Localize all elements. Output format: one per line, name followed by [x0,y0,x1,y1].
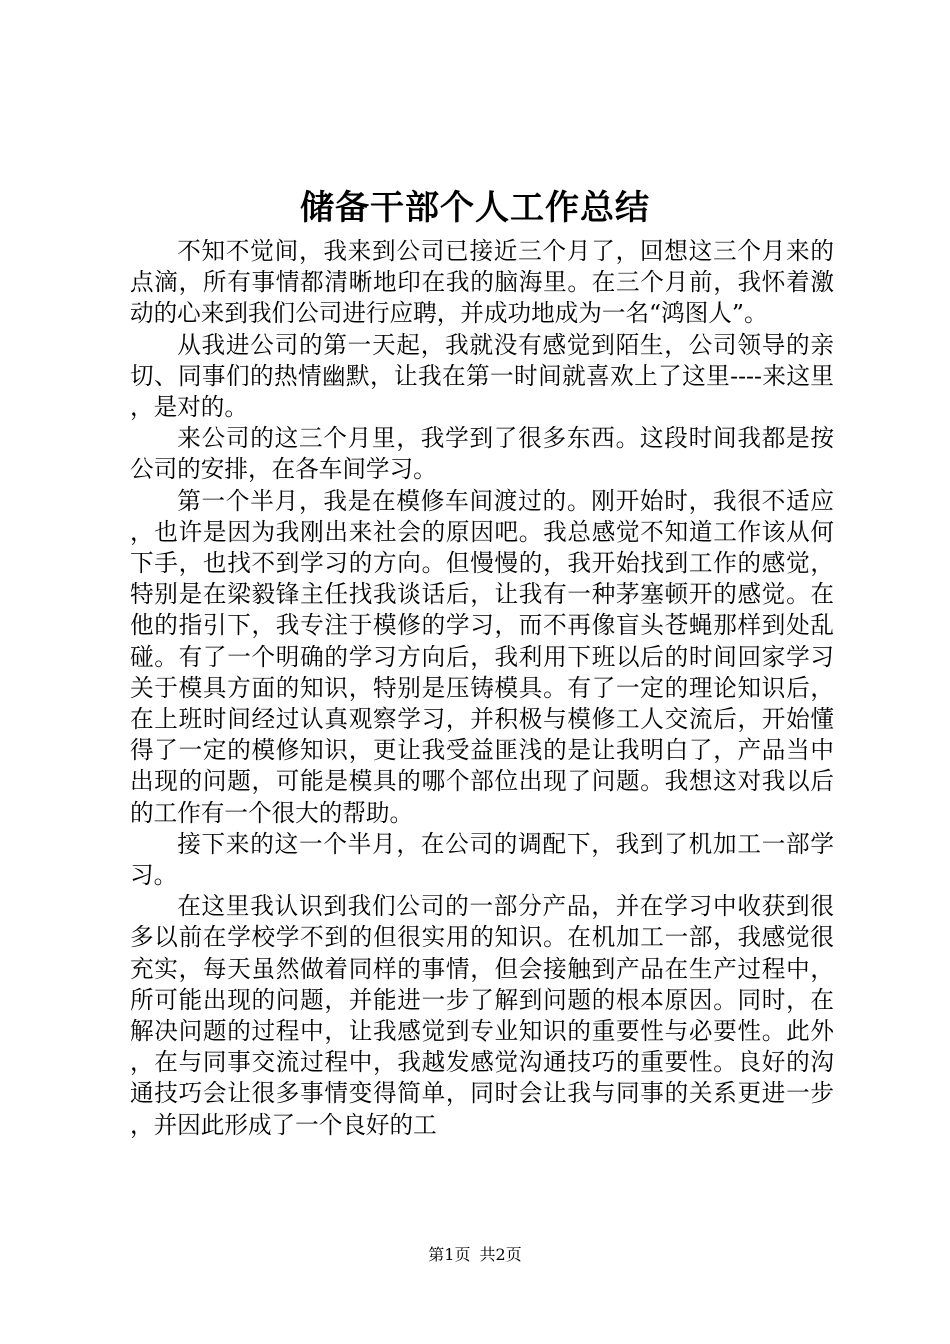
paragraph-5: 接下来的这一个半月，在公司的调配下，我到了机加工一部学习。 [130,829,834,890]
document-title: 储备干部个人工作总结 [300,188,650,228]
document-body [130,236,834,1141]
paragraph-2: 从我进公司的第一天起，我就没有感觉到陌生，公司领导的亲切、同事们的热情幽默，让我在第一时间就喜欢上了这里----来这里，是对的。 [130,330,834,422]
page-total: 共2页 [479,1245,522,1264]
paragraph-4: 第一个半月，我是在模修车间渡过的。刚开始时，我很不适应，也许是因为我刚出来社会的原因吧。我总感觉不知道工作该从何下手，也找不到学习的方向。但慢慢的，我开始找到工作的感觉，特别是在梁毅锋主任找我谈话后，让我有一种茅塞顿开的感觉。在他的指引下，我专注于模修的学习，而不再像盲头苍蝇那样到处乱碰。有了一个明确的学习方向后，我利用下班以后的时间回家学习关于模具方面的知识，特别是压铸模具。有了一定的理论知识后，在上班时间经过认真观察学习，并积极与模修工人交流后，开始懂得了一定的模修知识，更让我受益匪浅的是让我明白了，产品当中出现的问题，可能是模具的哪个部位出现了问题。我想这对我以后的工作有一个很大的帮助。 [130,486,834,827]
paragraph-6: 在这里我认识到我们公司的一部分产品，并在学习中收获到很多以前在学校学不到的但很实用的知识。在机加工一部，我感觉很充实，每天虽然做着同样的事情，但会接触到产品在生产过程中，所可能出现的问题，并能进一步了解到问题的根本原因。同时，在解决问题的过程中，让我感觉到专业知识的重要性与必要性。此外，在与同事交流过程中，我越发感觉沟通技巧的重要性。良好的沟通技巧会让很多事情变得简单，同时会让我与同事的关系更进一步，并因此形成了一个良好的工 [130,892,834,1139]
page-number: 第1页 [428,1245,471,1264]
paragraph-1: 不知不觉间，我来到公司已接近三个月了，回想这三个月来的点滴，所有事情都清晰地印在我的脑海里。在三个月前，我怀着激动的心来到我们公司进行应聘，并成功地成为一名“鸿图人”。 [130,237,834,328]
page-footer [0,1245,950,1265]
paragraph-3: 来公司的这三个月里，我学到了很多东西。这段时间我都是按公司的安排，在各车间学习。 [130,424,834,484]
